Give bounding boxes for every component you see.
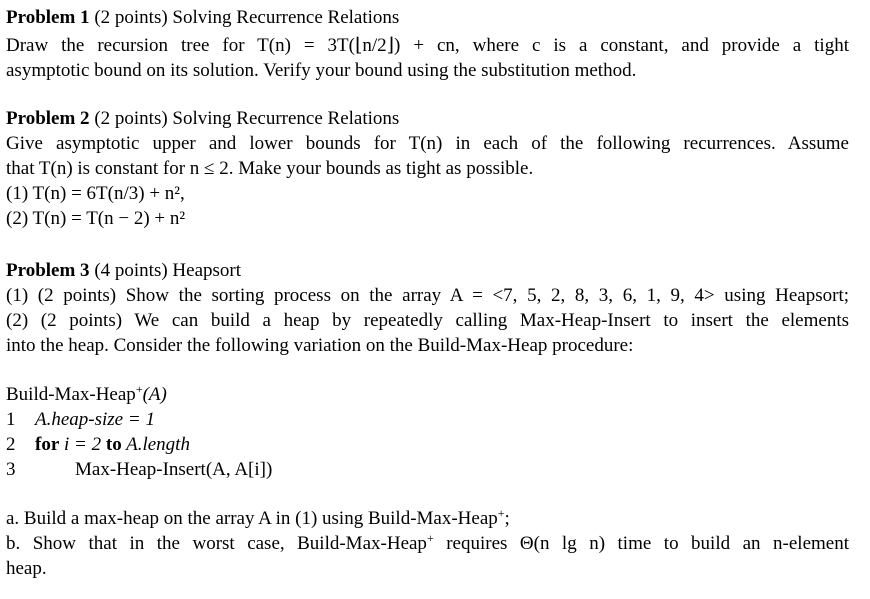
problem-1-title: (2 points) Solving Recurrence Relations xyxy=(89,7,400,28)
problem-3-text-line-1: (1) (2 points) Show the sorting process on the array A = <7, 5, 2, 8, 3, 6, 1, 9, 4> using Heapsort; xyxy=(6,285,849,306)
pseudocode-line-number: 2 xyxy=(6,434,16,455)
part-b-sup: + xyxy=(426,531,434,545)
part-b-text-end: requires Θ(n lg n) time to build an n-element xyxy=(433,533,849,554)
pseudocode-title-sup: + xyxy=(135,382,143,396)
problem-2-text-line-2: that T(n) is constant for n ≤ 2. Make your bounds as tight as possible. xyxy=(6,158,534,179)
pseudocode-line-1 xyxy=(6,408,155,432)
problem-1-text-line-1: Draw the recursion tree for T(n) = 3T(⌊n/2⌋) + cn, where c is a constant, and provide a tight xyxy=(6,35,849,56)
part-a-text: a. Build a max-heap on the array A in (1) using Build-Max-Heap xyxy=(6,508,498,529)
pseudocode-line-1-text: A.heap-size = 1 xyxy=(35,409,155,430)
problem-2-heading xyxy=(6,107,399,131)
pseudocode-line-3 xyxy=(6,458,272,482)
pseudocode-title-name: Build-Max-Heap xyxy=(6,384,136,405)
problem-3-text-line-2: (2) (2 points) We can build a heap by repeatedly calling Max-Heap-Insert to insert the elements xyxy=(6,310,849,331)
pseudocode-line-number: 1 xyxy=(6,409,16,430)
part-a xyxy=(6,507,510,531)
keyword-to: to xyxy=(105,434,122,455)
loop-range-start: i = 2 xyxy=(59,434,106,455)
problem-2-text-line-1: Give asymptotic upper and lower bounds for T(n) in each of the following recurrences. Assume xyxy=(6,133,849,154)
problem-2-title: (2 points) Solving Recurrence Relations xyxy=(89,108,400,129)
problem-3-heading xyxy=(6,259,241,283)
problem-2-recurrence-2: (2) T(n) = T(n − 2) + n² xyxy=(6,208,186,229)
part-b-line-1 xyxy=(6,532,849,556)
pseudocode-title xyxy=(6,383,167,407)
pseudocode-title-arg: (A) xyxy=(142,384,167,405)
keyword-for: for xyxy=(35,434,60,455)
part-a-end: ; xyxy=(504,508,510,529)
loop-range-end: A.length xyxy=(121,434,190,455)
part-a-sup: + xyxy=(497,506,505,520)
part-b-text: b. Show that in the worst case, Build-Max-Heap xyxy=(6,533,427,554)
problem-3-title: (4 points) Heapsort xyxy=(89,260,242,281)
pseudocode-line-2 xyxy=(6,433,190,457)
pseudocode-line-number: 3 xyxy=(6,459,16,480)
problem-3-label: Problem 3 xyxy=(6,260,90,281)
part-b-line-2: heap. xyxy=(6,558,47,579)
problem-1-text-line-2: asymptotic bound on its solution. Verify your bound using the substitution method. xyxy=(6,60,637,81)
problem-3-text-line-3: into the heap. Consider the following variation on the Build-Max-Heap procedure: xyxy=(6,335,634,356)
problem-1-label: Problem 1 xyxy=(6,7,90,28)
problem-2-label: Problem 2 xyxy=(6,108,90,129)
pseudocode-line-3-text: Max-Heap-Insert(A, A[i]) xyxy=(75,459,273,480)
problem-2-recurrence-1: (1) T(n) = 6T(n/3) + n², xyxy=(6,183,185,204)
problem-1-heading xyxy=(6,6,399,30)
